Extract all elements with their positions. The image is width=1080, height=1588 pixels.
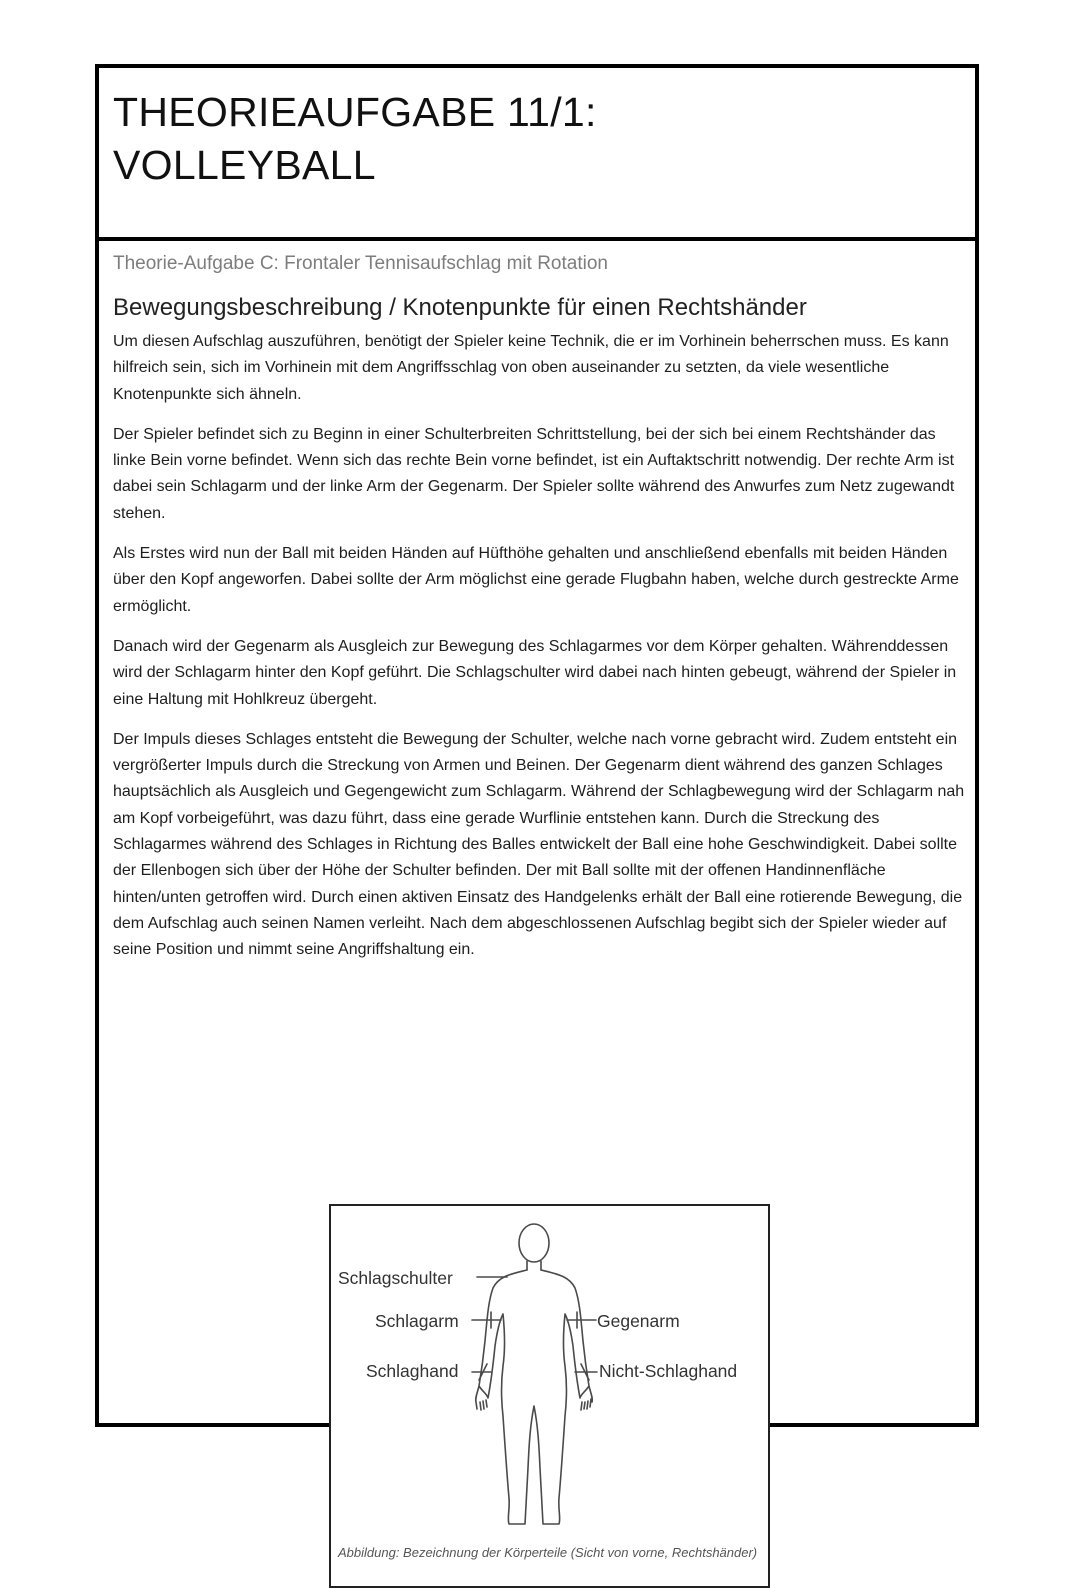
paragraph-2: Der Spieler befindet sich zu Beginn in einer Schulterbreiten Schrittstellung, bei der sich bei einem Rechtshänder das linke Bein vorne befindet. Wenn sich das rechte Bein vorne befindet, ist ein Auftaktschritt notwendig. Der rechte Arm ist dabei sein Schlagarm und der linke Arm der Gegenarm. Der Spieler sollte während des Anwurfes zum Netz zugewandt stehen. xyxy=(113,425,955,522)
paragraph-1: Um diesen Aufschlag auszuführen, benötigt der Spieler keine Technik, die er im Vorhinein beherrschen muss. Es kann hilfreich sein, sich im Vorhinein mit dem Angriffsschlag von oben auseinander zu setzten, da viele wesentliche Knotenpunkte sich ähneln. xyxy=(113,333,949,403)
document-body xyxy=(113,251,965,1560)
page-frame xyxy=(95,64,979,1560)
label-schlagschulter: Schlagschulter xyxy=(338,1268,453,1288)
page-title-line-1: THEORIEAUFGABE 11/1: xyxy=(113,89,597,135)
body-parts-figure xyxy=(329,1204,770,1588)
label-schlaghand: Schlaghand xyxy=(366,1361,459,1381)
paragraph-3: Als Erstes wird nun der Ball mit beiden Händen auf Hüfthöhe gehalten und anschließend ebenfalls mit beiden Händen über den Kopf angeworfen. Dabei sollte der Arm möglichst eine gerade Flugbahn haben, welche durch gestreckte Arme ermöglicht. xyxy=(113,545,959,615)
header-box xyxy=(99,68,975,241)
figure-caption: Abbildung: Bezeichnung der Körperteile (Sicht von vorne, Rechtshänder) xyxy=(338,1545,758,1560)
label-nicht-schlaghand: Nicht-Schlaghand xyxy=(599,1361,738,1381)
paragraph-4: Danach wird der Gegenarm als Ausgleich zur Bewegung des Schlagarmes vor dem Körper gehalten. Währenddessen wird der Schlagarm hinter den Kopf geführt. Die Schlagschulter wird dabei nach hinten gebeugt, während der Spieler in eine Haltung mit Hohlkreuz übergeht. xyxy=(113,637,957,708)
section-heading: Bewegungsbeschreibung / Knotenpunkte für einen Rechtshänder xyxy=(113,294,807,321)
human-body-outline-icon xyxy=(331,1206,768,1586)
page-title xyxy=(113,86,597,192)
label-gegenarm: Gegenarm xyxy=(597,1311,680,1331)
page-title-line-2: VOLLEYBALL xyxy=(113,142,376,188)
label-schlagarm: Schlagarm xyxy=(375,1311,459,1331)
task-subtitle: Theorie-Aufgabe C: Frontaler Tennisaufschlag mit Rotation xyxy=(113,253,608,274)
paragraph-5: Der Impuls dieses Schlages entsteht die Bewegung der Schulter, welche nach vorne gebracht wird. Zudem entsteht ein vergrößerter Impuls durch die Streckung von Armen und Beinen. Der Gegenarm dient während des ganzen Schlages hauptsächlich als Ausgleich und Gegengewicht zum Schlagarm. Während der Schlagbewegung wird der Schlagarm nah am Kopf vorbeigeführt, was dazu führt, dass eine gerade Wurflinie entstehen kann. Durch die Streckung des Schlagarmes während des Schlages in Richtung des Balles entwickelt der Ball eine hohe Geschwindigkeit. Dabei sollte der Ellenbogen sich über der Höhe der Schulter befinden. Der mit Ball sollte mit der offenen Handinnenfläche hinten/unten getroffen wird. Durch einen aktiven Einsatz des Handgelenks erhält der Ball eine rotierende Bewegung, die dem Aufschlag auch seinen Namen verleiht. Nach dem abgeschlossenen Aufschlag begibt sich der Spieler wieder auf seine Position und nimmt seine Angriffshaltung ein. xyxy=(113,730,965,959)
